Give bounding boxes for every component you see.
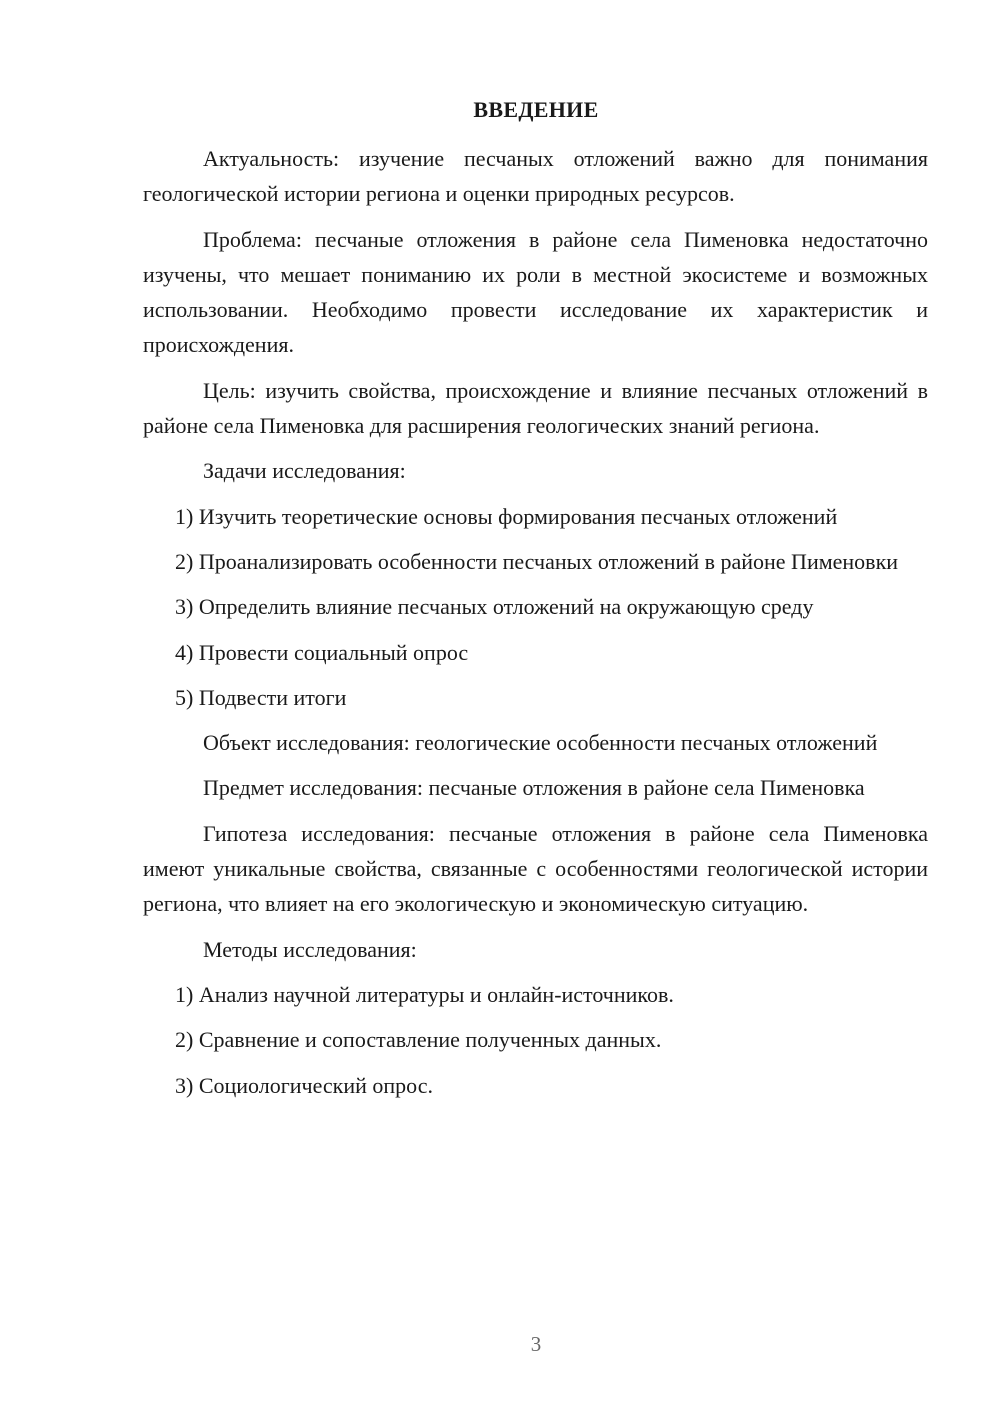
method-item-3: 3) Социологический опрос. <box>175 1072 433 1098</box>
task-item-1: 1) Изучить теоретические основы формирования песчаных отложений <box>175 503 838 529</box>
page-title: ВВЕДЕНИЕ <box>473 97 599 122</box>
paragraph-hypothesis: Гипотеза исследования: песчаные отложения в районе села Пименовка имеют уникальные свойства, связанные с особенностями геологической истории региона, что влияет на его экологическую и экономическую ситуацию. <box>143 820 928 917</box>
page-number: 3 <box>530 1332 542 1356</box>
paragraph-problem: Проблема: песчаные отложения в районе села Пименовка недостаточно изучены, что мешает пониманию их роли в местной экосистеме и возможных использовании. Необходимо провести исследование их характеристик и происхождения. <box>143 226 928 358</box>
paragraph-tasks-heading: Задачи исследования: <box>203 458 406 484</box>
task-item-5: 5) Подвести итоги <box>175 684 347 710</box>
task-item-3: 3) Определить влияние песчаных отложений на окружающую среду <box>175 594 814 620</box>
document-body <box>143 141 928 1113</box>
task-item-2: 2) Проанализировать особенности песчаных отложений в районе Пименовки <box>175 548 899 574</box>
paragraph-object: Объект исследования: геологические особенности песчаных отложений <box>203 730 878 756</box>
method-item-1: 1) Анализ научной литературы и онлайн-источников. <box>175 981 674 1007</box>
paragraph-subject: Предмет исследования: песчаные отложения в районе села Пименовка <box>203 775 865 801</box>
method-item-2: 2) Сравнение и сопоставление полученных данных. <box>175 1027 662 1053</box>
paragraph-goal: Цель: изучить свойства, происхождение и влияние песчаных отложений в районе села Пименовка для расширения геологических знаний региона. <box>143 377 928 439</box>
task-item-4: 4) Провести социальный опрос <box>175 639 469 665</box>
paragraph-methods-heading: Методы исследования: <box>203 936 417 962</box>
paragraph-relevance: Актуальность: изучение песчаных отложений важно для понимания геологической истории региона и оценки природных ресурсов. <box>143 146 928 207</box>
